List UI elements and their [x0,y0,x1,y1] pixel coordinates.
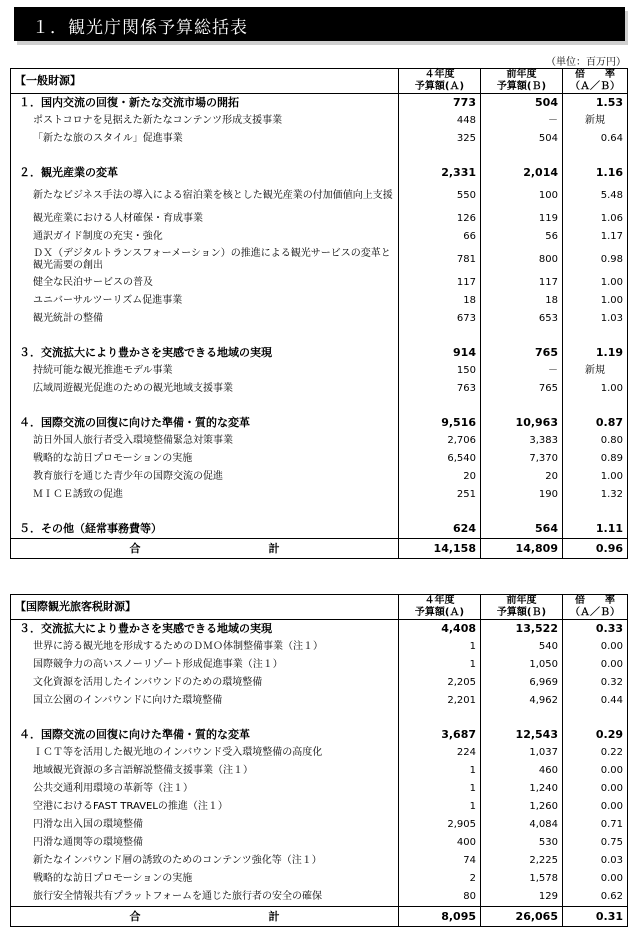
total-b: 26,065 [481,907,563,927]
item-name: 「新たな旅のスタイル」促進事業 [11,130,399,148]
item-name: 公共交通利用環境の革新等（注１） [11,780,399,798]
budget-b: 4,962 [481,692,563,710]
spacer-cell [563,328,628,344]
item-name: 旅行安全情報共有プラットフォームを通じた旅行者の安全の確保 [11,888,399,907]
item-name: 国立公園のインバウンドに向けた環境整備 [11,692,399,710]
spacer-cell [399,710,481,726]
budget-a: 66 [399,228,481,246]
budget-b: 119 [481,210,563,228]
item-row [11,888,628,907]
ratio: 0.29 [563,726,628,744]
group-name: ５．その他（経常事務費等） [11,520,399,539]
item-row [11,852,628,870]
budget-a: 624 [399,520,481,539]
item-row [11,692,628,710]
ratio: 1.17 [563,228,628,246]
item-name: 持続可能な観光推進モデル事業 [11,362,399,380]
item-name: 地域観光資源の多言語解説整備支援事業（注１） [11,762,399,780]
item-row [11,228,628,246]
item-row [11,798,628,816]
budget-b: 800 [481,246,563,274]
budget-b: 56 [481,228,563,246]
item-row [11,112,628,130]
budget-b: 765 [481,380,563,398]
budget-b: 1,037 [481,744,563,762]
ratio: 0.75 [563,834,628,852]
spacer-cell [481,328,563,344]
group-row [11,344,628,362]
item-row [11,468,628,486]
budget-a: 20 [399,468,481,486]
ratio: 新規 [563,112,628,130]
budget-b: 1,050 [481,656,563,674]
item-name: 観光産業における人材確保・育成事業 [11,210,399,228]
budget-a: 2 [399,870,481,888]
item-name: 文化資源を活用したインバウンドのための環境整備 [11,674,399,692]
budget-a: 6,540 [399,450,481,468]
ratio: 1.32 [563,486,628,504]
group-name: １．国内交流の回復・新たな交流市場の開拓 [11,94,399,113]
budget-a: 2,331 [399,164,481,182]
budget-b: 4,084 [481,816,563,834]
item-name: 国際競争力の高いスノーリゾート形成促進事業（注１） [11,656,399,674]
ratio: 1.53 [563,94,628,113]
title-bar [14,7,625,41]
budget-b: － [481,362,563,380]
ratio: 0.44 [563,692,628,710]
total-label: 合計 [129,541,280,555]
budget-b: 18 [481,292,563,310]
ratio: 1.16 [563,164,628,182]
ratio: 1.00 [563,380,628,398]
budget-a: 2,201 [399,692,481,710]
budget-a: 4,408 [399,620,481,639]
total-label-cell [11,907,399,927]
total-a: 14,158 [399,539,481,559]
spacer-row [11,398,628,414]
ratio: 0.98 [563,246,628,274]
item-name: ＤＸ（デジタルトランスフォーメーション）の推進による観光サービスの変革と観光需要の創出 [11,246,399,274]
total-ratio: 0.96 [563,539,628,559]
ratio: 0.00 [563,638,628,656]
total-ratio: 0.31 [563,907,628,927]
item-name: 円滑な通関等の環境整備 [11,834,399,852]
item-name: 教育旅行を通じた青少年の国際交流の促進 [11,468,399,486]
spacer-row [11,504,628,520]
total-label-cell [11,539,399,559]
item-row [11,432,628,450]
ratio: 0.00 [563,798,628,816]
total-row [11,907,628,927]
group-name: ４．国際交流の回復に向けた準備・質的な変革 [11,726,399,744]
ratio: 0.89 [563,450,628,468]
ratio: 1.00 [563,274,628,292]
spacer-cell [563,398,628,414]
spacer-cell [11,328,399,344]
item-name: 空港におけるFAST TRAVELの推進（注１） [11,798,399,816]
item-row [11,638,628,656]
budget-a: 80 [399,888,481,907]
budget-a: 1 [399,780,481,798]
item-row [11,310,628,328]
budget-a: 2,205 [399,674,481,692]
item-name: ユニバーサルツーリズム促進事業 [11,292,399,310]
budget-a: 224 [399,744,481,762]
budget-b: 117 [481,274,563,292]
item-row [11,246,628,274]
budget-b: 100 [481,182,563,210]
col-header-ratio: 倍 率 （Ａ／Ｂ） [563,595,628,620]
item-name: 広域周遊観光促進のための観光地域支援事業 [11,380,399,398]
ratio: 0.80 [563,432,628,450]
item-row [11,486,628,504]
item-row [11,130,628,148]
ratio: 0.00 [563,780,628,798]
spacer-cell [481,710,563,726]
budget-b: 564 [481,520,563,539]
budget-a: 550 [399,182,481,210]
unit-note: （単位：百万円） [546,57,626,68]
budget-b: 20 [481,468,563,486]
spacer-row [11,710,628,726]
budget-b: 2,014 [481,164,563,182]
budget-a: 781 [399,246,481,274]
ratio: 5.48 [563,182,628,210]
budget-a: 673 [399,310,481,328]
item-name: 新たなビジネス手法の導入による宿泊業を核とした観光産業の付加価値向上支援 [11,182,399,210]
ratio: 0.00 [563,762,628,780]
item-row [11,744,628,762]
item-row [11,834,628,852]
budget-a: 117 [399,274,481,292]
budget-a: 18 [399,292,481,310]
page-title: １．観光庁関係予算総括表 [32,18,248,38]
spacer-cell [563,148,628,164]
ratio: 1.11 [563,520,628,539]
budget-b: 653 [481,310,563,328]
item-name: 訪日外国人旅行者受入環境整備緊急対策事業 [11,432,399,450]
ratio: 1.00 [563,292,628,310]
budget-b: 1,260 [481,798,563,816]
budget-b: 3,383 [481,432,563,450]
col-header-b: 前年度 予算額(Ｂ) [481,69,563,94]
total-b: 14,809 [481,539,563,559]
item-row [11,274,628,292]
ratio: 0.22 [563,744,628,762]
section-heading: 【国際観光旅客税財源】 [11,595,399,620]
budget-a: 150 [399,362,481,380]
budget-b: 460 [481,762,563,780]
item-row [11,292,628,310]
budget-b: 7,370 [481,450,563,468]
col-header-a: ４年度 予算額(Ａ) [399,595,481,620]
budget-b: 504 [481,94,563,113]
item-row [11,674,628,692]
item-row [11,450,628,468]
budget-b: 10,963 [481,414,563,432]
spacer-cell [399,328,481,344]
item-row [11,362,628,380]
group-name: ４．国際交流の回復に向けた準備・質的な変革 [11,414,399,432]
budget-b: 765 [481,344,563,362]
group-row [11,94,628,113]
spacer-cell [399,504,481,520]
group-row [11,164,628,182]
ratio: 1.06 [563,210,628,228]
budget-a: 3,687 [399,726,481,744]
item-row [11,762,628,780]
tourism-tax-budget-table [10,594,628,927]
ratio: 0.32 [563,674,628,692]
budget-a: 1 [399,656,481,674]
budget-a: 74 [399,852,481,870]
total-a: 8,095 [399,907,481,927]
spacer-cell [399,398,481,414]
item-name: 戦略的な訪日プロモーションの実施 [11,450,399,468]
section-heading: 【一般財源】 [11,69,399,94]
budget-b: 6,969 [481,674,563,692]
group-name: ３．交流拡大により豊かさを実感できる地域の実現 [11,620,399,639]
col-header-a: ４年度 予算額(Ａ) [399,69,481,94]
col-header-ratio: 倍 率 （Ａ／Ｂ） [563,69,628,94]
budget-a: 400 [399,834,481,852]
item-row [11,380,628,398]
budget-b: 540 [481,638,563,656]
budget-a: 448 [399,112,481,130]
item-row [11,816,628,834]
budget-b: － [481,112,563,130]
group-name: ２．観光産業の変革 [11,164,399,182]
ratio: 1.19 [563,344,628,362]
item-row [11,656,628,674]
item-row [11,182,628,210]
general-budget-table [10,68,628,559]
ratio: 0.87 [563,414,628,432]
budget-b: 504 [481,130,563,148]
item-row [11,780,628,798]
spacer-cell [481,398,563,414]
item-name: ポストコロナを見据えた新たなコンテンツ形成支援事業 [11,112,399,130]
ratio: 1.03 [563,310,628,328]
group-row [11,520,628,539]
ratio: 0.00 [563,656,628,674]
budget-a: 2,905 [399,816,481,834]
spacer-row [11,328,628,344]
col-header-b: 前年度 予算額(Ｂ) [481,595,563,620]
item-row [11,210,628,228]
spacer-cell [563,710,628,726]
budget-b: 1,578 [481,870,563,888]
item-name: 観光統計の整備 [11,310,399,328]
group-row [11,620,628,639]
item-name: ＩＣＴ等を活用した観光地のインバウンド受入環境整備の高度化 [11,744,399,762]
item-name: 世界に誇る観光地を形成するためのＤＭＯ体制整備事業（注１） [11,638,399,656]
item-name: ＭＩＣＥ誘致の促進 [11,486,399,504]
budget-a: 325 [399,130,481,148]
ratio: 0.03 [563,852,628,870]
budget-a: 763 [399,380,481,398]
item-name: 戦略的な訪日プロモーションの実施 [11,870,399,888]
budget-a: 914 [399,344,481,362]
item-name: 新たなインバウンド層の誘致のためのコンテンツ強化等（注１） [11,852,399,870]
budget-a: 126 [399,210,481,228]
budget-a: 1 [399,638,481,656]
item-name: 通訳ガイド制度の充実・強化 [11,228,399,246]
item-name: 円滑な出入国の環境整備 [11,816,399,834]
group-row [11,414,628,432]
spacer-cell [11,710,399,726]
ratio: 0.33 [563,620,628,639]
spacer-cell [399,148,481,164]
ratio: 0.00 [563,870,628,888]
budget-b: 1,240 [481,780,563,798]
ratio: 0.64 [563,130,628,148]
budget-b: 129 [481,888,563,907]
budget-b: 12,543 [481,726,563,744]
budget-a: 2,706 [399,432,481,450]
budget-a: 773 [399,94,481,113]
spacer-row [11,148,628,164]
ratio: 0.71 [563,816,628,834]
budget-b: 13,522 [481,620,563,639]
spacer-cell [11,504,399,520]
group-name: ３．交流拡大により豊かさを実感できる地域の実現 [11,344,399,362]
ratio: 1.00 [563,468,628,486]
budget-b: 2,225 [481,852,563,870]
budget-a: 1 [399,798,481,816]
ratio: 0.62 [563,888,628,907]
spacer-cell [481,148,563,164]
spacer-cell [563,504,628,520]
spacer-cell [481,504,563,520]
budget-b: 530 [481,834,563,852]
group-row [11,726,628,744]
item-name: 健全な民泊サービスの普及 [11,274,399,292]
budget-b: 190 [481,486,563,504]
budget-a: 9,516 [399,414,481,432]
item-row [11,870,628,888]
total-label: 合計 [129,909,280,923]
ratio: 新規 [563,362,628,380]
spacer-cell [11,148,399,164]
spacer-cell [11,398,399,414]
budget-a: 1 [399,762,481,780]
total-row [11,539,628,559]
budget-a: 251 [399,486,481,504]
